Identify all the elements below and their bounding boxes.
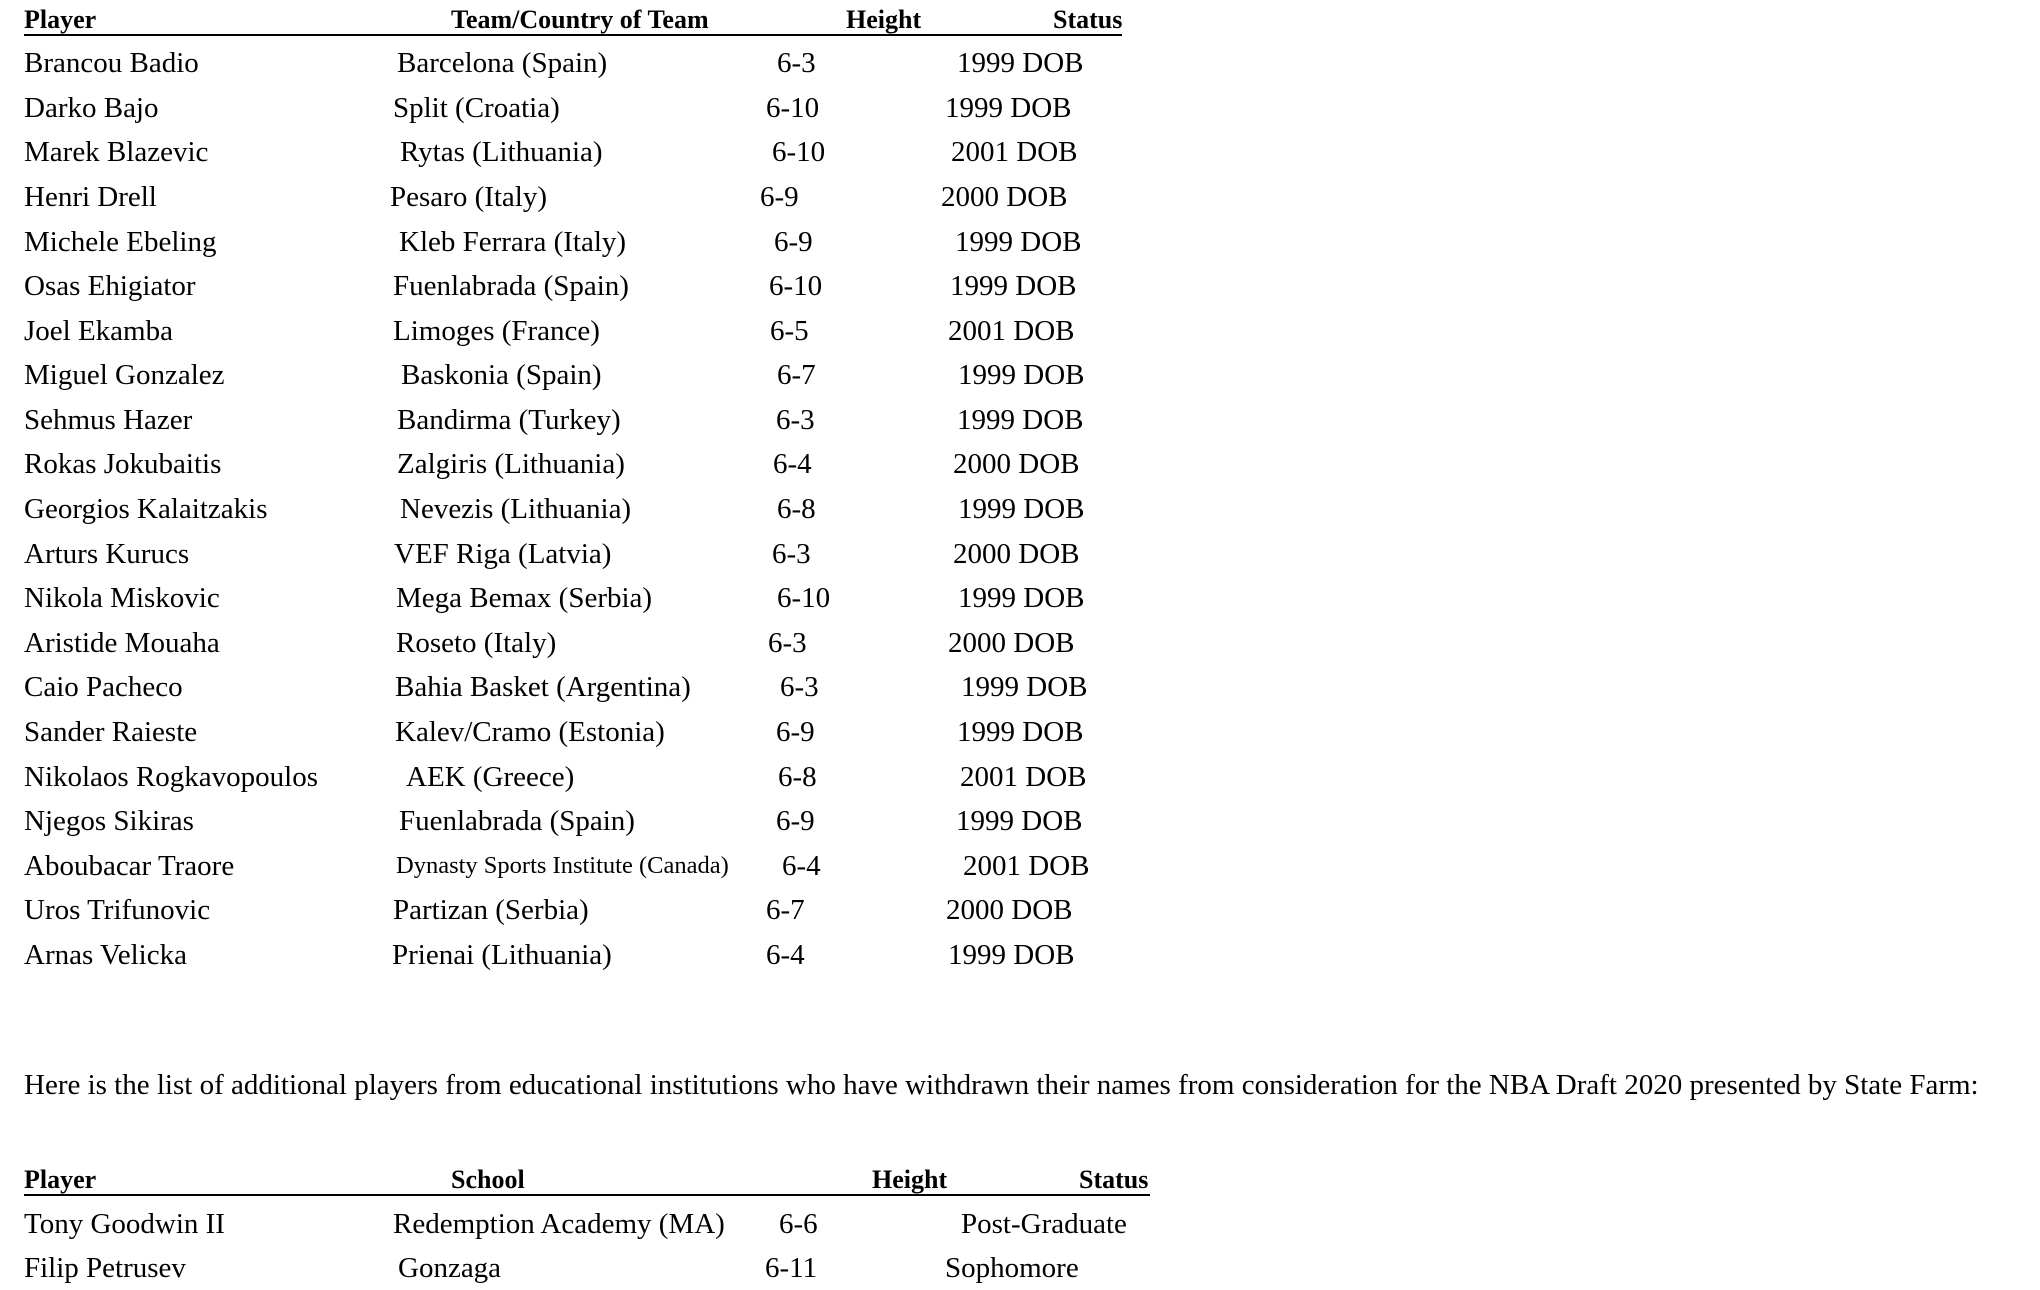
- player-name: Arnas Velicka: [24, 939, 187, 971]
- player-height: 6-3: [777, 47, 816, 79]
- player-status: 1999 DOB: [961, 671, 1088, 703]
- table-row: [0, 576, 1200, 620]
- team-name: Barcelona (Spain): [397, 47, 608, 79]
- player-name: Rokas Jokubaitis: [24, 448, 222, 480]
- team-name: Split (Croatia): [393, 92, 560, 124]
- table-row: [0, 130, 1200, 174]
- table-row: [0, 309, 1200, 353]
- player-name: Uros Trifunovic: [24, 894, 211, 926]
- team-name: Fuenlabrada (Spain): [393, 270, 629, 302]
- player-height: 6-9: [774, 226, 813, 258]
- player-height: 6-3: [772, 538, 811, 570]
- team-name: AEK (Greece): [406, 761, 575, 793]
- player-height: 6-5: [770, 315, 809, 347]
- player-status: 2000 DOB: [953, 448, 1080, 480]
- player-status: 1999 DOB: [955, 226, 1082, 258]
- player-height: 6-3: [780, 671, 819, 703]
- player-status: 2000 DOB: [953, 538, 1080, 570]
- player-status: 1999 DOB: [957, 404, 1084, 436]
- team-name: Bahia Basket (Argentina): [395, 671, 691, 703]
- player-height: 6-8: [778, 761, 817, 793]
- player-height: 6-3: [768, 627, 807, 659]
- player-status: 1999 DOB: [945, 92, 1072, 124]
- player-status: 2000 DOB: [946, 894, 1073, 926]
- table-row: [0, 41, 1200, 85]
- table-row: [0, 844, 1200, 888]
- player-name: Georgios Kalaitzakis: [24, 493, 268, 525]
- player-height: 6-10: [769, 270, 823, 302]
- player-name: Tony Goodwin II: [24, 1208, 225, 1240]
- player-status: Post-Graduate: [961, 1208, 1127, 1240]
- player-status: 1999 DOB: [948, 939, 1075, 971]
- player-status: 1999 DOB: [958, 582, 1085, 614]
- player-height: 6-8: [777, 493, 816, 525]
- table-row: [0, 1246, 1200, 1290]
- header-height: Height: [846, 5, 922, 34]
- player-height: 6-10: [777, 582, 831, 614]
- player-name: Aboubacar Traore: [24, 850, 235, 882]
- player-height: 6-4: [773, 448, 812, 480]
- team-name: Dynasty Sports Institute (Canada): [396, 852, 729, 879]
- player-status: 1999 DOB: [957, 47, 1084, 79]
- player-name: Sehmus Hazer: [24, 404, 193, 436]
- player-height: 6-3: [776, 404, 815, 436]
- player-name: Sander Raieste: [24, 716, 198, 748]
- player-status: 2000 DOB: [941, 181, 1068, 213]
- player-name: Arturs Kurucs: [24, 538, 190, 570]
- team-name: Fuenlabrada (Spain): [399, 805, 635, 837]
- player-name: Nikolaos Rogkavopoulos: [24, 761, 319, 793]
- player-status: 2000 DOB: [948, 627, 1075, 659]
- table-row: [0, 665, 1200, 709]
- player-name: Osas Ehigiator: [24, 270, 196, 302]
- header-player: Player: [24, 5, 97, 34]
- team-name: Prienai (Lithuania): [392, 939, 612, 971]
- player-name: Darko Bajo: [24, 92, 159, 124]
- team-name: Zalgiris (Lithuania): [397, 448, 625, 480]
- table-row: [0, 398, 1200, 442]
- header-team: Team/Country of Team: [451, 5, 709, 34]
- table-row: [0, 175, 1200, 219]
- table-row: [0, 755, 1200, 799]
- player-status: 2001 DOB: [951, 136, 1078, 168]
- team-name: Limoges (France): [393, 315, 600, 347]
- header-status: Status: [1053, 5, 1123, 34]
- international-table-header: [24, 5, 1123, 36]
- table-row: [0, 442, 1200, 486]
- team-name: Kleb Ferrara (Italy): [399, 226, 627, 258]
- player-name: Henri Drell: [24, 181, 157, 213]
- player-name: Filip Petrusev: [24, 1252, 186, 1284]
- table-row: [0, 220, 1200, 264]
- table-row: [0, 933, 1200, 977]
- player-name: Aristide Mouaha: [24, 627, 220, 659]
- intro-paragraph: Here is the list of additional players from educational institutions who have withdrawn their names from consideration for the NBA Draft 2020 presented by State Farm:: [24, 1069, 1979, 1101]
- table-row: [0, 487, 1200, 531]
- player-height: 6-4: [766, 939, 805, 971]
- table-row: [0, 888, 1200, 932]
- player-status: 2001 DOB: [960, 761, 1087, 793]
- player-height: 6-6: [779, 1208, 818, 1240]
- table-row: [0, 353, 1200, 397]
- table-row: [0, 86, 1200, 130]
- player-height: 6-9: [776, 716, 815, 748]
- player-height: 6-9: [776, 805, 815, 837]
- player-height: 6-7: [777, 359, 816, 391]
- player-name: Caio Pacheco: [24, 671, 183, 703]
- team-name: Pesaro (Italy): [390, 181, 548, 213]
- player-name: Brancou Badio: [24, 47, 199, 79]
- player-status: 1999 DOB: [958, 493, 1085, 525]
- player-name: Miguel Gonzalez: [24, 359, 225, 391]
- header-player: Player: [24, 1165, 97, 1194]
- table-row: [0, 264, 1200, 308]
- table-row: [0, 532, 1200, 576]
- player-status: 2001 DOB: [948, 315, 1075, 347]
- player-height: 6-11: [765, 1252, 818, 1284]
- team-name: Mega Bemax (Serbia): [396, 582, 653, 614]
- team-name: Bandirma (Turkey): [397, 404, 621, 436]
- header-status: Status: [1079, 1165, 1149, 1194]
- school-name: Redemption Academy (MA): [393, 1208, 725, 1240]
- team-name: Partizan (Serbia): [393, 894, 589, 926]
- player-name: Njegos Sikiras: [24, 805, 194, 837]
- table-row: [0, 1202, 1200, 1246]
- player-status: 1999 DOB: [956, 805, 1083, 837]
- team-name: Roseto (Italy): [396, 627, 557, 659]
- player-name: Michele Ebeling: [24, 226, 217, 258]
- school-table-header: [24, 1165, 1150, 1196]
- table-row: [0, 621, 1200, 665]
- team-name: Rytas (Lithuania): [400, 136, 603, 168]
- header-school: School: [451, 1165, 525, 1194]
- header-height: Height: [872, 1165, 948, 1194]
- team-name: Kalev/Cramo (Estonia): [395, 716, 665, 748]
- player-height: 6-7: [766, 894, 805, 926]
- player-status: 1999 DOB: [958, 359, 1085, 391]
- school-name: Gonzaga: [398, 1252, 502, 1284]
- table-row: [0, 799, 1200, 843]
- player-height: 6-4: [782, 850, 821, 882]
- player-height: 6-10: [772, 136, 826, 168]
- player-status: 1999 DOB: [957, 716, 1084, 748]
- player-name: Joel Ekamba: [24, 315, 173, 347]
- player-status: 2001 DOB: [963, 850, 1090, 882]
- player-status: 1999 DOB: [950, 270, 1077, 302]
- table-row: [0, 710, 1200, 754]
- team-name: Nevezis (Lithuania): [400, 493, 632, 525]
- player-height: 6-10: [766, 92, 820, 124]
- player-name: Marek Blazevic: [24, 136, 209, 168]
- player-status: Sophomore: [945, 1252, 1079, 1284]
- team-name: Baskonia (Spain): [401, 359, 602, 391]
- player-height: 6-9: [760, 181, 799, 213]
- player-name: Nikola Miskovic: [24, 582, 220, 614]
- team-name: VEF Riga (Latvia): [394, 538, 612, 570]
